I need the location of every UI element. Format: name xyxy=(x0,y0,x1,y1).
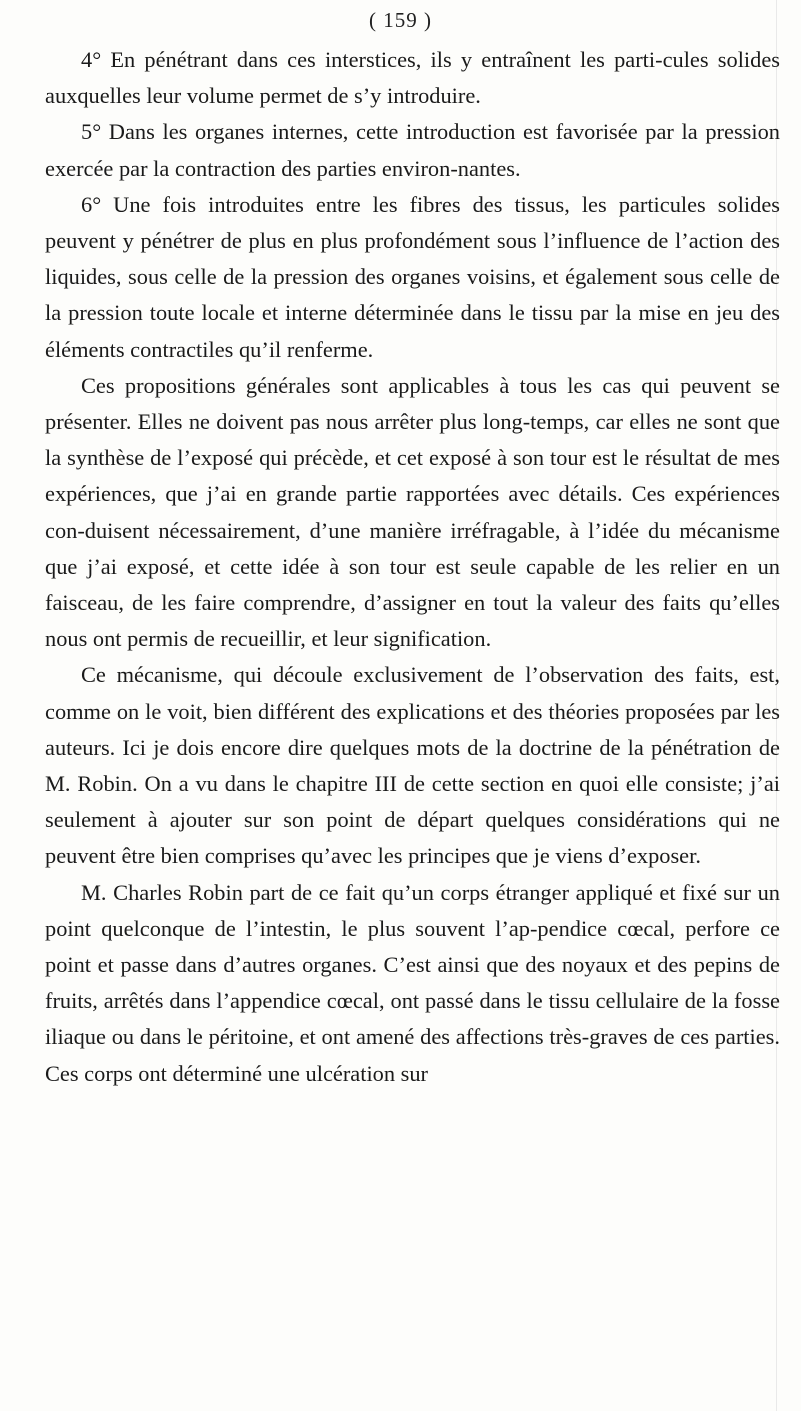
paragraph-item-5: 5° Dans les organes internes, cette introduction est favorisée par la pression exercée par la contraction des parties environ-nantes. xyxy=(45,119,780,181)
paragraph-item-4: 4° En pénétrant dans ces interstices, ils y entraînent les parti-cules solides auxquelles leur volume permet de s’y introduire. xyxy=(45,47,780,109)
body-text xyxy=(45,42,780,1092)
paragraph-item-6: 6° Une fois introduites entre les fibres des tissus, les particules solides peuvent y pénétrer de plus en plus profondément sous l’influence de l’action des liquides, sous celle de la pression des organes voisins, et également sous celle de la pression toute locale et interne déterminée dans le tissu par la mise en jeu des éléments contractiles qu’il renferme. xyxy=(45,191,780,362)
paragraph-propositions: Ces propositions générales sont applicables à tous les cas qui peuvent se présenter. Elles ne doivent pas nous arrêter plus long-temps, car elles ne sont que la synthèse de l’exposé qui précède, et cet exposé à son tour est le résultat de mes expériences, que j’ai en grande partie rapportées avec détails. Ces expériences con-duisent nécessairement, d’une manière irréfragable, à l’idée du mécanisme que j’ai exposé, et cette idée à son tour est seule capable de les relier en un faisceau, de les faire comprendre, d’assigner en tout la valeur des faits qu’elles nous ont permis de recueillir, et leur signification. xyxy=(45,372,780,652)
page-number-header: ( 159 ) xyxy=(369,8,432,32)
paragraph-robin: M. Charles Robin part de ce fait qu’un corps étranger appliqué et fixé sur un point quelconque de l’intestin, le plus souvent l’ap-pendice cœcal, perfore ce point et passe dans d’autres organes. C’est ainsi que des noyaux et des pepins de fruits, arrêtés dans l’appendice cœcal, ont passé dans le tissu cellulaire de la fosse iliaque ou dans le péritoine, et ont amené des affections très-graves de ces parties. Ces corps ont déterminé une ulcération sur xyxy=(45,879,780,1086)
paragraph-mecanisme: Ce mécanisme, qui découle exclusivement de l’observation des faits, est, comme on le voit, bien différent des explications et des théories proposées par les auteurs. Ici je dois encore dire quelques mots de la doctrine de la pénétration de M. Robin. On a vu dans le chapitre III de cette section en quoi elle consiste; j’ai seulement à ajouter sur son point de départ quelques considérations qui ne peuvent être bien comprises qu’avec les principes que je viens d’exposer. xyxy=(45,662,780,869)
